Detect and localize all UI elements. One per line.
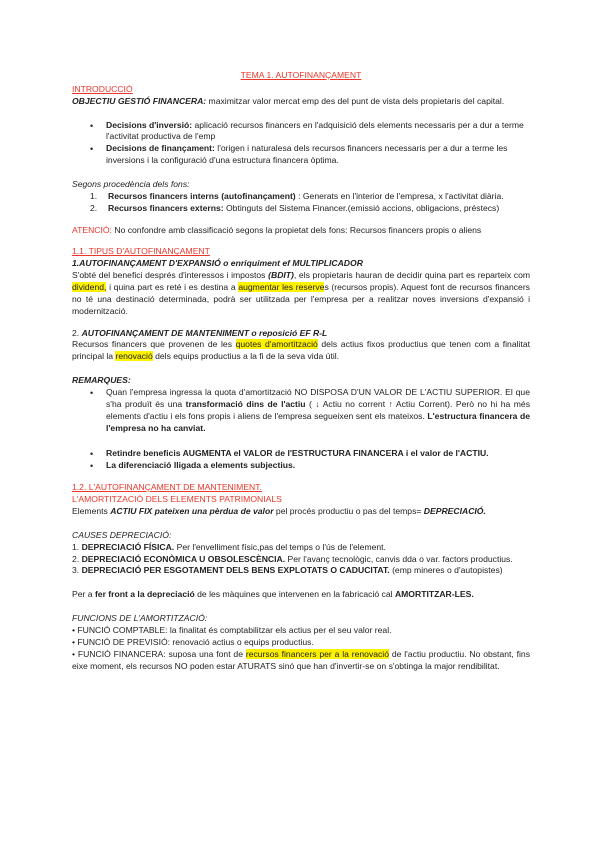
list-item: • Decisions de finançament: l'origen i naturalesa dels recursos financers necessaris per a dur a terme les inversions i la configuració d'una estructura financera òptima. <box>106 143 530 167</box>
types-heading: 1.1. TIPUS D'AUTOFINANÇAMENT <box>72 246 210 257</box>
causes-label: CAUSES DEPRECIACIÓ: <box>72 529 172 540</box>
functions-label: FUNCIONS DE L'AMORTITZACIÓ: <box>72 613 208 624</box>
list-item: • Retindre beneficis AUGMENTA el VALOR de l'ESTRUCTURA FINANCERA i el valor de l'ACTIU. <box>106 448 530 460</box>
remarks-list <box>72 387 530 472</box>
list-item: • Quan l'empresa ingressa la quota d'amortització NO DISPOSA D'UN VALOR DE L'ACTIU SUPERIOR. El que s'ha produït és una transformació dins de l'actiu ( ↓ Actiu no corrent ↑ Actiu Corrent). Però no hi ha més elements d'actiu i els fons propis i aliens de l'empresa segueixen sent els mateixos. L'estructura financera de l'empresa no ha canviat. <box>106 387 530 434</box>
list-item: • Decisions d'inversió: aplicació recursos financers en l'adquisició dels elements necessaris per a dur a terme l'activitat productiva de l'emp <box>106 120 530 144</box>
list-item: 1. Recursos financers interns (autofinançament) : Generats en l'interior de l'empresa, x l'activitat diària. <box>90 190 504 201</box>
attention-note: ATENCIÓ: No confondre amb classificació segons la propietat dels fons: Recursos financers propis o aliens <box>72 224 482 235</box>
expansion-paragraph: S'obté del benefici després d'interessos i impostos (BDIT), els propietaris hauran de decidir quina part es reparteix com dividend, i quina part es reté i es destina a augmentar les reserves (recursos propis). Aquest font de recursos financers no té una destinació determinada, podrà ser utilitzada per l'empresa per a realitzar noves inversions d'expansió i modernització. <box>72 270 531 316</box>
maintenance-type-heading: 2. AUTOFINANÇAMENT DE MANTENIMENT o reposició EF R-L <box>72 327 328 338</box>
function-item: • FUNCIÓ DE PREVISIÓ: renovació actius o equips productius. <box>72 636 314 647</box>
remarks-label: REMARQUES: <box>72 375 131 386</box>
intro-heading: INTRODUCCIÓ <box>72 83 133 94</box>
sources-list <box>72 191 530 215</box>
sources-label: Segons procedència dels fons: <box>72 179 190 190</box>
maintenance-subheading: L'AMORTITZACIÓ DELS ELEMENTS PATRIMONIALS <box>72 494 282 505</box>
assets-paragraph: Elements ACTIU FIX pateixen una pèrdua de valor pel procés productiu o pas del temps= DEPRECIACIÓ. <box>72 505 486 516</box>
decisions-list <box>72 120 530 167</box>
maintenance-heading: 1.2. L'AUTOFINANÇAMENT DE MANTENIMENT. <box>72 482 262 493</box>
document-page <box>72 70 530 672</box>
function-item: • FUNCIÓ FINANCERA: suposa una font de recursos financers per a la renovació de l'actiu productiu. No obstant, fins eixe moment, els recursos NO poden estar ATURATS sinó que han d'invertir-se on s'obtinga la major rendibilitat. <box>72 648 530 671</box>
list-item: • La diferenciació lligada a elements subjectius. <box>106 460 530 472</box>
expansion-heading: 1.AUTOFINANÇAMENT D'EXPANSIÓ o enriquiment ef MULTIPLICADOR <box>72 258 363 269</box>
depreciation-paragraph: Per a fer front a la depreciació de les màquines que intervenen en la fabricació cal AMORTITZAR-LES. <box>72 589 474 600</box>
function-item: • FUNCIÓ COMPTABLE: la finalitat és comptabilitzar els actius per el seu valor real. <box>72 624 392 635</box>
cause-item: 3. DEPRECIACIÓ PER ESGOTAMENT DELS BENS EXPLOTATS O CADUCITAT. (emp mineres o d'autopistes) <box>72 565 503 576</box>
document-title: TEMA 1. AUTOFINANÇAMENT <box>240 70 362 80</box>
list-item: 2. Recursos financers externs: Obtinguts del Sistema Financer.(emissió accions, obligacions, préstecs) <box>90 202 500 213</box>
maintenance-type-paragraph: Recursos financers que provenen de les quotes d'amortització dels actius fixos productius que tenen com a finalitat principal la renovació dels equips productius a la fi de la seva vida útil. <box>72 339 530 362</box>
cause-item: 2. DEPRECIACIÓ ECONÒMICA U OBSOLESCÈNCIA. Per l'avanç tecnològic, canvis dda o var. factors productius. <box>72 553 513 564</box>
cause-item: 1. DEPRECIACIÓ FÍSICA. Per l'envelliment físic,pas del temps o l'ús de l'element. <box>72 541 386 552</box>
objective-line: OBJECTIU GESTIÓ FINANCERA: maximitzar valor mercat emp des del punt de vista dels propietaris del capital. <box>72 95 505 106</box>
